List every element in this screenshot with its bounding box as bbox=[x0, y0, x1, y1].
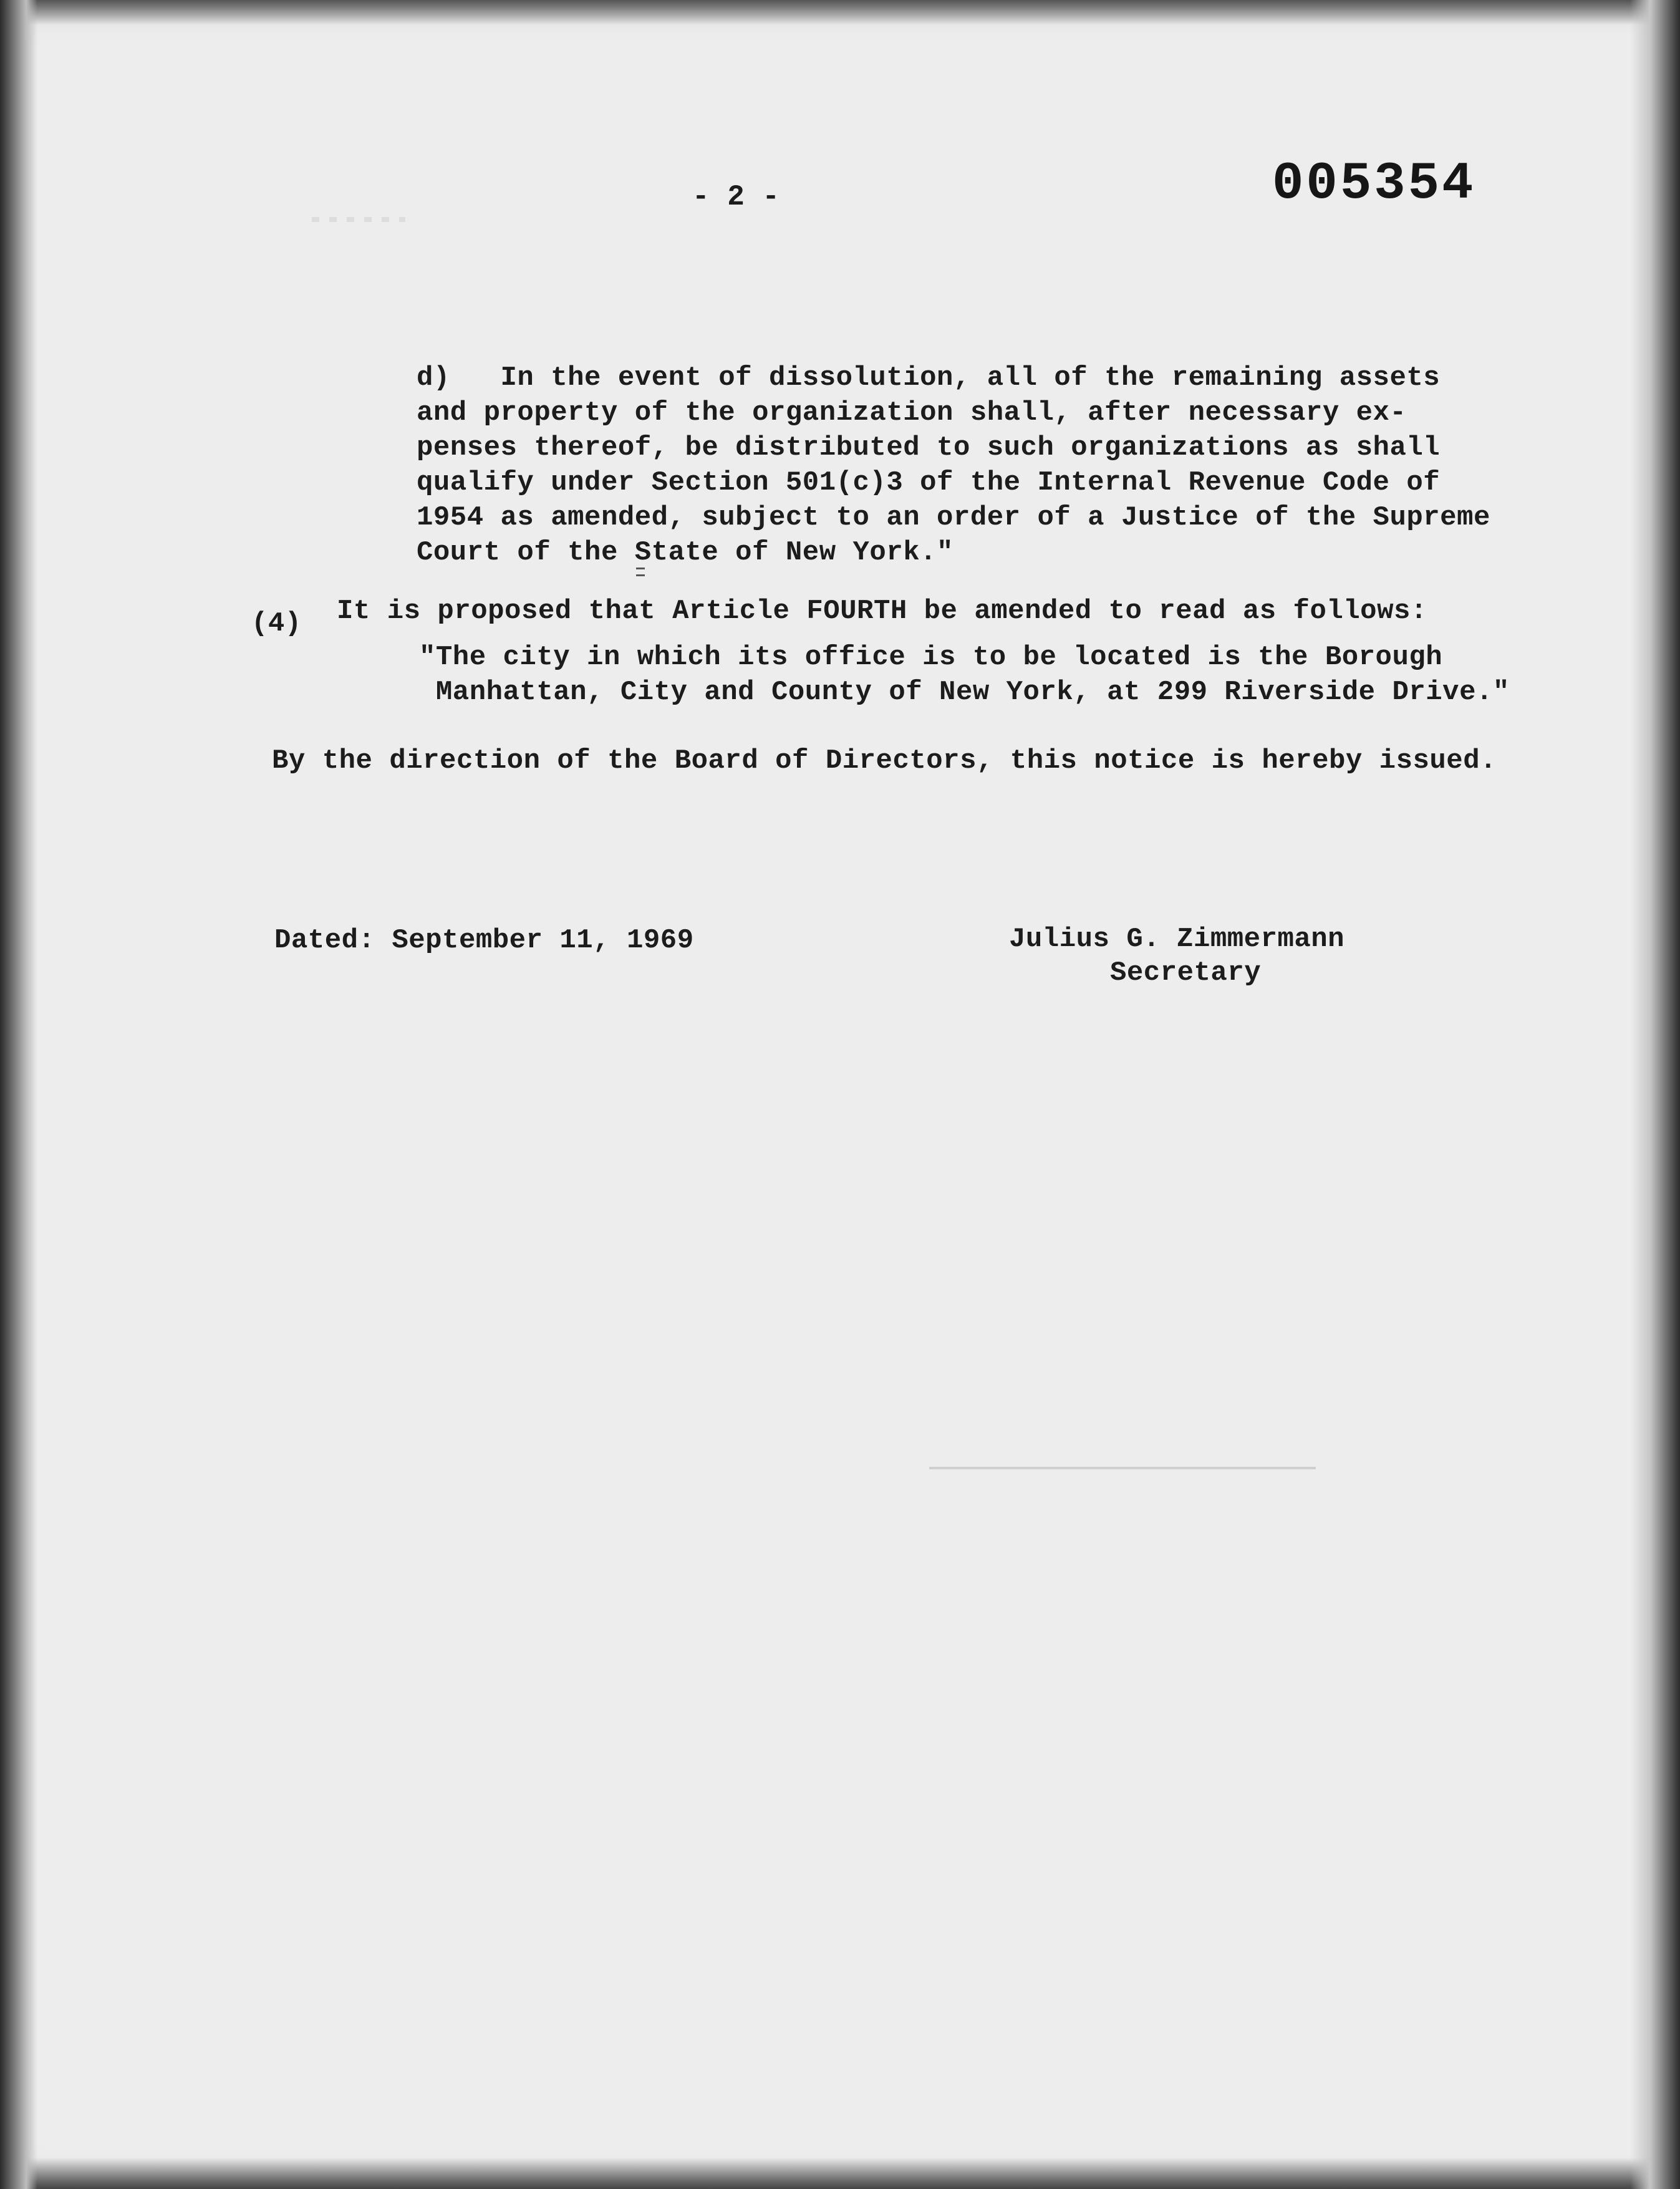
scan-edge-top bbox=[0, 0, 1680, 25]
signer-title: Secretary bbox=[1110, 957, 1262, 988]
stray-typewriter-mark bbox=[636, 568, 645, 576]
paragraph-d-line: 1954 as amended, subject to an order of a Justice of the Supreme bbox=[417, 502, 1490, 533]
scan-edge-left bbox=[0, 0, 37, 2189]
scan-edge-right bbox=[1630, 0, 1680, 2189]
paragraph-d-line: Court of the State of New York." bbox=[417, 537, 953, 568]
paragraph-d-line: d) In the event of dissolution, all of the remaining assets bbox=[417, 362, 1441, 394]
paragraph-d-line: penses thereof, be distributed to such organizations as shall bbox=[417, 432, 1441, 463]
quote-line: Manhattan, City and County of New York, at 299 Riverside Drive." bbox=[419, 677, 1510, 708]
page-number: - 2 - bbox=[692, 181, 780, 213]
dated-line: Dated: September 11, 1969 bbox=[274, 925, 694, 956]
item-4-text: It is proposed that Article FOURTH be amended to read as follows: bbox=[337, 596, 1427, 627]
document-number: 005354 bbox=[1272, 155, 1476, 214]
article-fourth-quote bbox=[419, 640, 1510, 710]
paragraph-d-line: and property of the organization shall, after necessary ex- bbox=[417, 397, 1407, 428]
scan-edge-bottom bbox=[0, 2158, 1680, 2189]
faint-scan-line bbox=[929, 1467, 1316, 1469]
faint-bleed-through bbox=[312, 217, 405, 222]
board-direction-statement: By the direction of the Board of Directors, this notice is hereby issued. bbox=[272, 745, 1497, 776]
item-4-label: (4) bbox=[251, 608, 302, 639]
quote-line: "The city in which its office is to be located is the Borough bbox=[419, 642, 1443, 673]
paragraph-d bbox=[417, 360, 1490, 570]
paragraph-d-line: qualify under Section 501(c)3 of the Internal Revenue Code of bbox=[417, 467, 1441, 498]
signer-name: Julius G. Zimmermann bbox=[1009, 924, 1345, 955]
